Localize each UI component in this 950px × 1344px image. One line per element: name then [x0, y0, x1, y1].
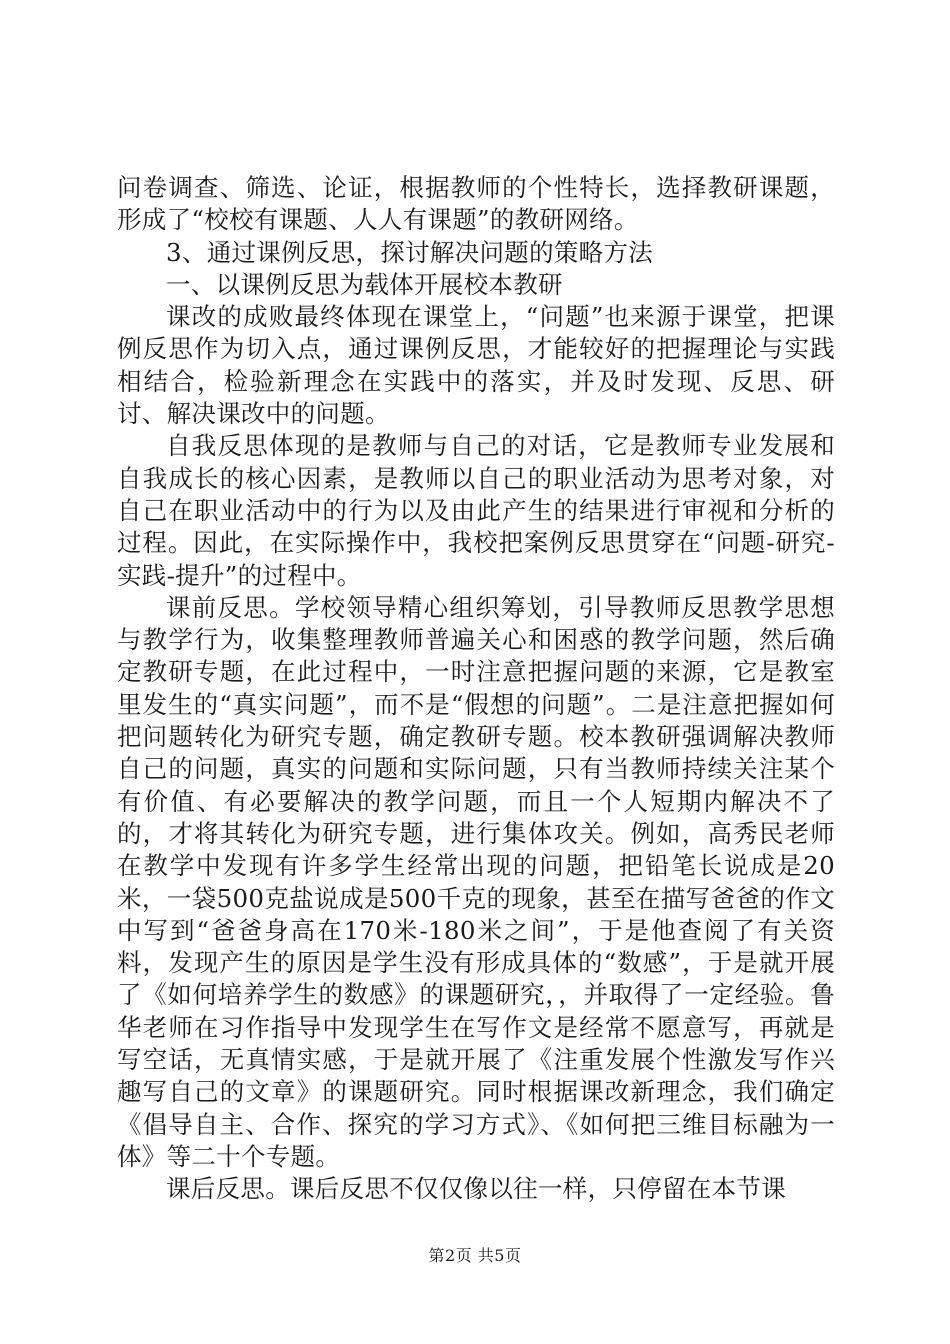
paragraph-self-reflection: 自我反思体现的是教师与自己的对话，它是教师专业发展和自我成长的核心因素，是教师以自己的职业活动为思考对象，对自己在职业活动中的行为以及由此产生的结果进行审视和分析的过程。因此，在实际操作中，我校把案例反思贯穿在“问题-研究-实践-提升”的过程中。	[117, 431, 835, 590]
paragraph-continuation: 问卷调查、筛选、论证，根据教师的个性特长，选择教研课题，形成了“校校有课题、人人有课题”的教研网络。	[117, 173, 835, 235]
page-number-footer: 第2页 共5页	[428, 1246, 522, 1265]
paragraph-pre-class-reflection: 课前反思。学校领导精心组织筹划，引导教师反思教学思想与教学行为，收集整理教师普遍关心和困惑的教学问题，然后确定教研专题，在此过程中，一时注意把握问题的来源，它是教室里发生的“真实问题”，而不是“假想的问题”。二是注意把握如何把问题转化为研究专题，确定教研专题。校本教研强调解决教师自己的问题，真实的问题和实际问题，只有当教师持续关注某个有价值、有必要解决的教学问题，而且一个人短期内解决不了的，才将其转化为研究专题，进行集体攻关。例如，高秀民老师在教学中发现有许多学生经常出现的问题，把铅笔长说成是20米，一袋500克盐说成是500千克的现象，甚至在描写爸爸的作文中写到“爸爸身高在170米-180米之间”，于是他查阅了有关资料，发现产生的原因是学生没有形成具体的“数感”，于是就开展了《如何培养学生的数感》的课题研究，，并取得了一定经验。鲁华老师在习作指导中发现学生在写作文是经常不愿意写，再就是写空话，无真情实感，于是就开展了《注重发展个性激发写作兴趣写自己的文章》的课题研究。同时根据课改新理念，我们确定《倡导自主、合作、探究的学习方式》、《如何把三维目标融为一体》等二十个专题。	[117, 592, 835, 1171]
paragraph-post-class-reflection: 课后反思。课后反思不仅仅像以往一样，只停留在本节课	[166, 1174, 786, 1204]
document-body	[117, 172, 835, 1206]
section-heading-1: 一、以课例反思为载体开展校本教研	[166, 269, 563, 299]
paragraph-curriculum-reform: 课改的成败最终体现在课堂上，“问题”也来源于课堂，把课例反思作为切入点，通过课例反思，才能较好的把握理论与实践相结合，检验新理念在实践中的落实，并及时发现、反思、研讨、解决课改中的问题。	[117, 302, 835, 429]
section-item-3-heading: 3、通过课例反思，探讨解决问题的策略方法	[166, 237, 654, 267]
